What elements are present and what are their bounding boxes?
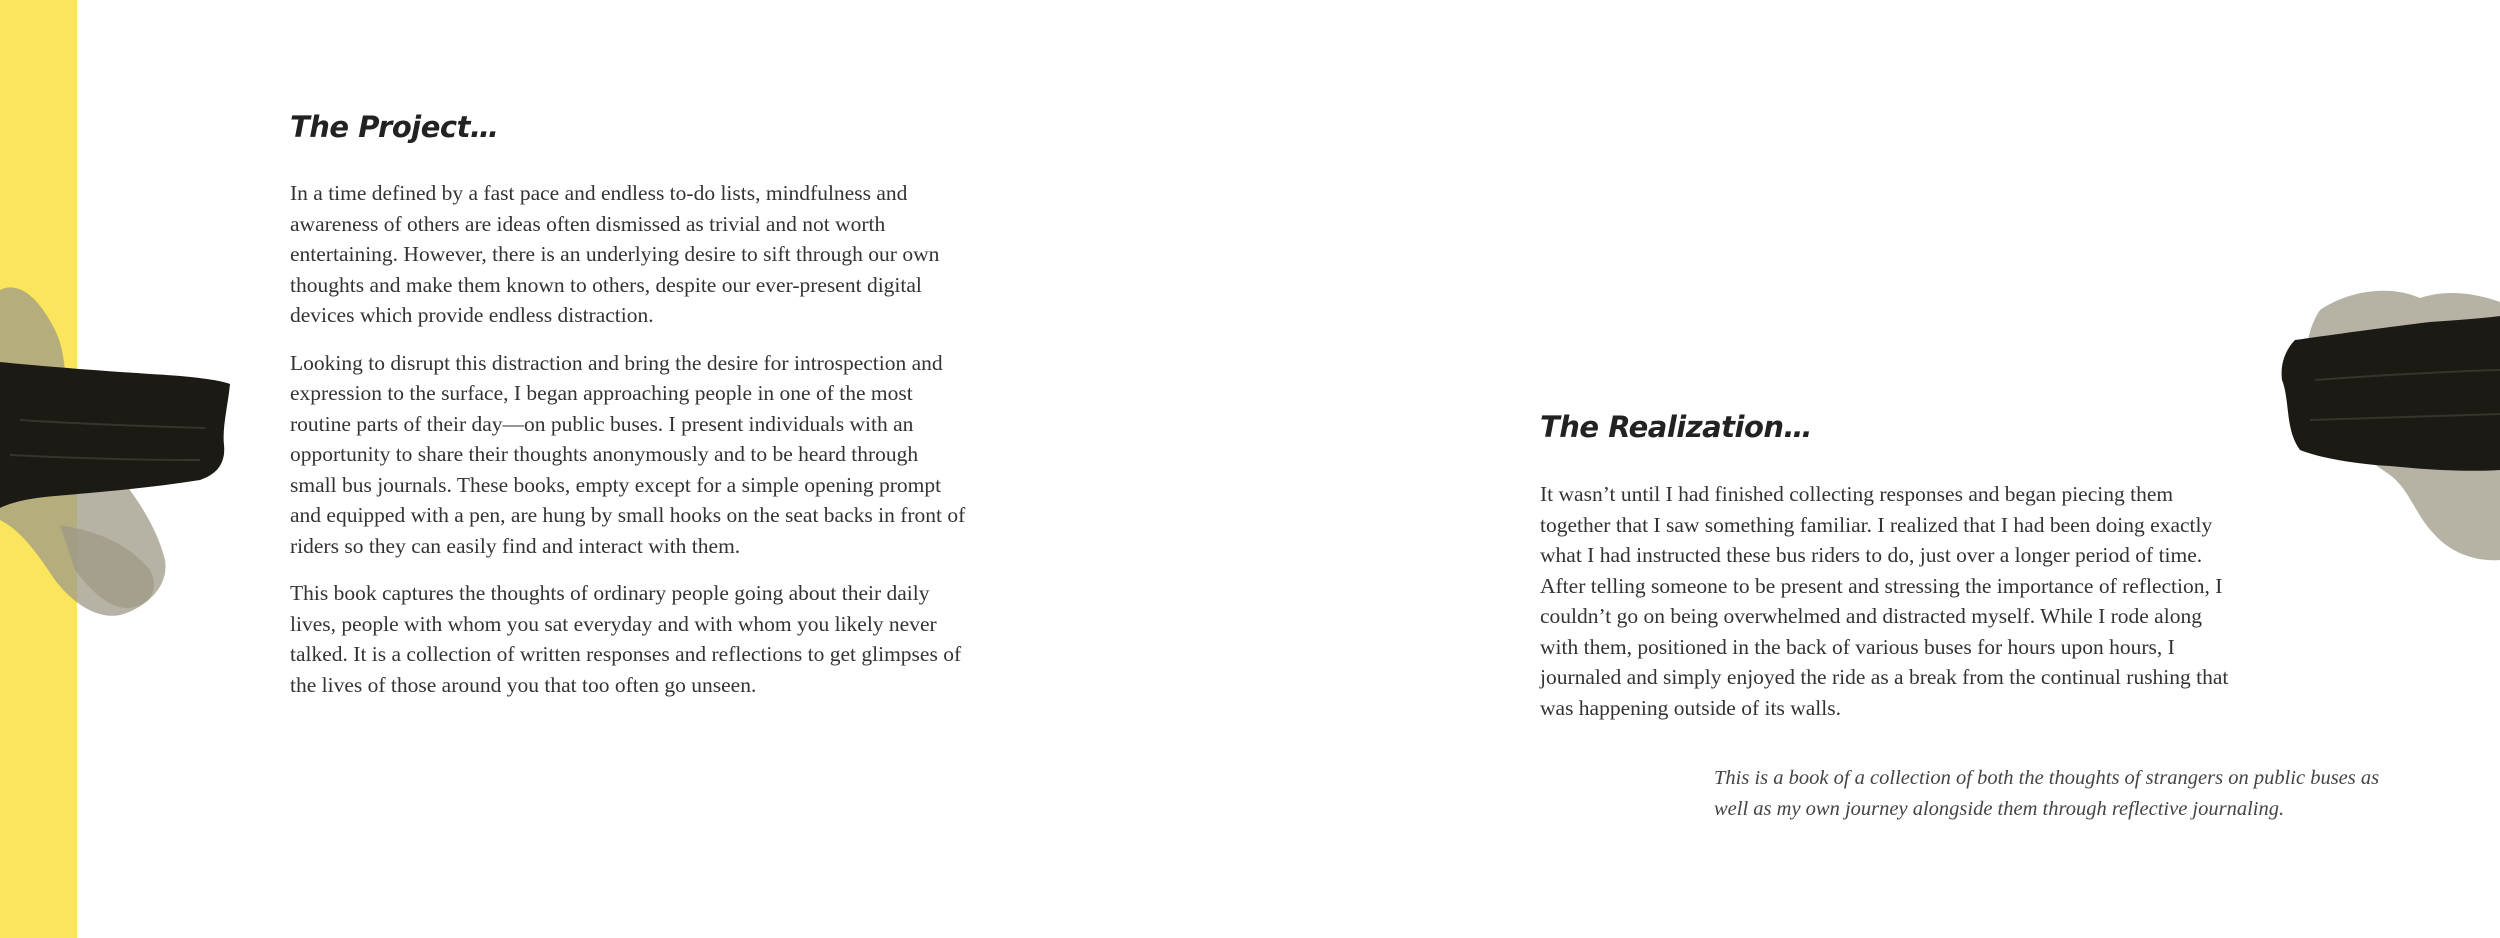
right-brush-main <box>2282 316 2500 471</box>
realization-paragraph: It wasn’t until I had finished collecting responses and began piecing them together that I saw something familiar. I realized that I had been doing exactly what I had instructed these bus riders to do, just over a longer period of time. After telling someone to be present and stressing the importance of reflection, I couldn’t go on being overwhelmed and distracted myself. While I rode along with them, positioned in the back of various buses for hours upon hours, I journaled and simply enjoyed the ride as a break from the continual rushing that was happening outside of its walls. <box>1540 482 2229 720</box>
project-paragraph: Looking to disrupt this distraction and bring the desire for introspection and expression to the surface, I began approaching people in one of the most routine parts of their day—on public buses. I present individuals with an opportunity to share their thoughts anonymously and to be heard through small bus journals. These books, empty except for a simple opening prompt and equipped with a pen, are hung by small hooks on the seat backs in front of riders so they can easily find and interact with them. <box>290 350 966 558</box>
left-brush-main <box>0 362 230 508</box>
project-body <box>290 178 970 717</box>
left-ink-brush-stroke-icon <box>0 270 240 630</box>
project-paragraph: In a time defined by a fast pace and endless to-do lists, mindfulness and awareness of others are ideas often dismissed as trivial and not worth entertaining. However, there is an underlying desire to sift through our own thoughts and make them known to others, despite our ever-present digital devices which provide endless distraction. <box>290 181 940 327</box>
realization-body <box>1540 479 2240 740</box>
project-heading: The Project… <box>290 110 499 144</box>
realization-heading: The Realization… <box>1540 410 1813 444</box>
right-ink-brush-stroke-icon <box>2260 280 2500 580</box>
closing-quote: This is a book of a collection of both the thoughts of strangers on public buses as well as my own journey alongside them through reflective journaling. <box>1714 767 2380 820</box>
project-paragraph: This book captures the thoughts of ordinary people going about their daily lives, people with whom you sat everyday and with whom you likely never talked. It is a collection of written responses and reflections to get glimpses of the lives of those around you that too often go unseen. <box>290 581 962 697</box>
